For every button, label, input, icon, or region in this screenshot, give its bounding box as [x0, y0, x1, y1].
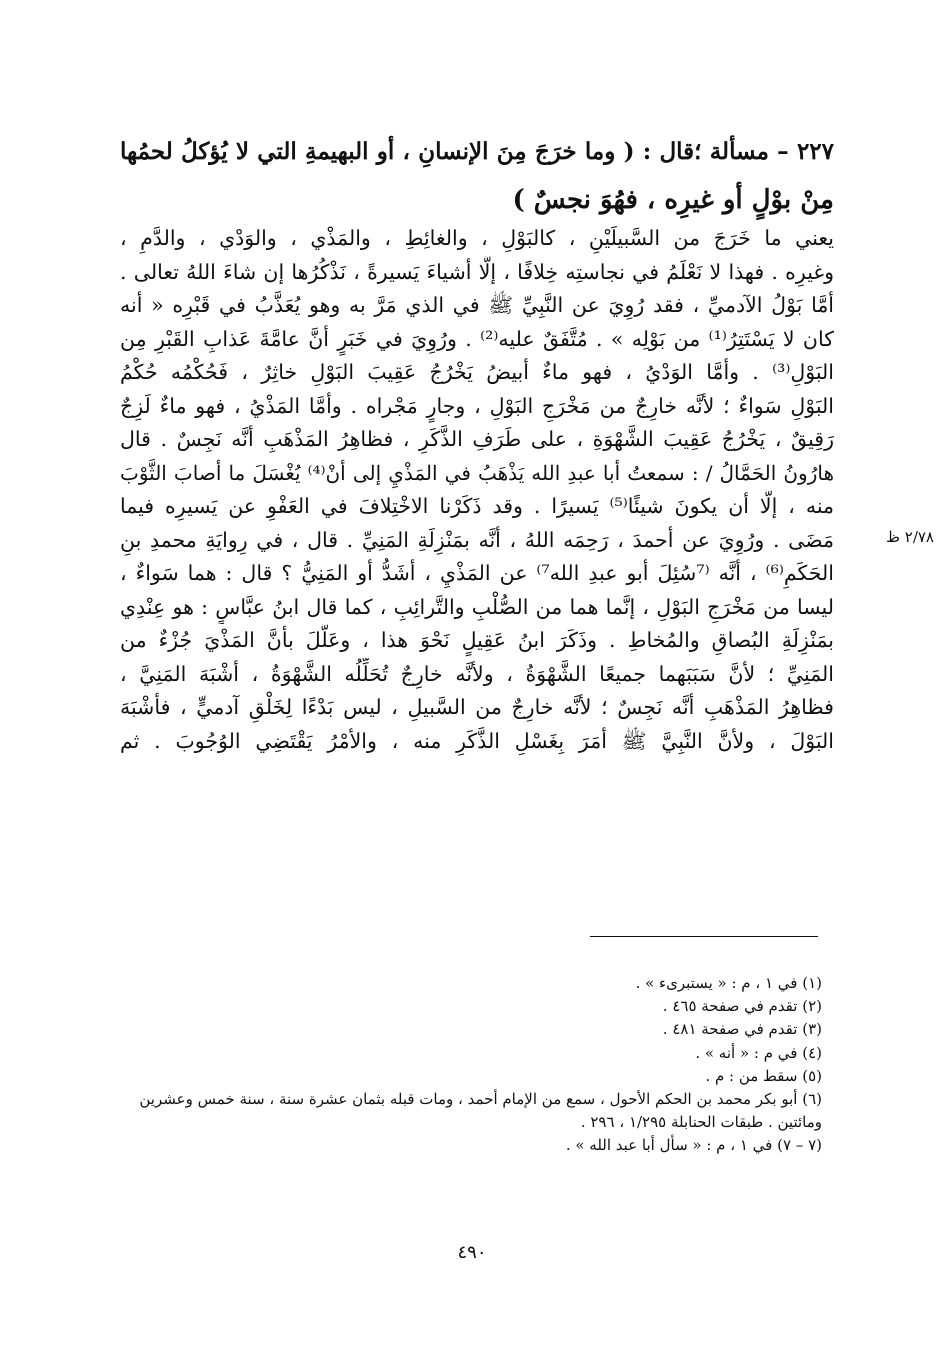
- footnote: (٧ – ٧) في ١ ، م : « سأل أبا عبد الله » .: [565, 1136, 822, 1155]
- manuscript-folio-note: ٢/٧٨ ظ: [886, 528, 934, 546]
- footnote: (٦) أبو بكر محمد بن الحكم الأحول ، سمع من الإمام أحمد ، ومات قبله بثمان عشرة سنة ، سنة خمس وعشرين: [139, 1090, 822, 1109]
- body-line: وغيرِه . فهذا لا نَعْلَمُ في نجاستِه خِلافًا ، إلَّا أشياءَ يَسيرةً ، نَذْكُرُها إن شاءَ اللهُ تعالى .: [120, 259, 834, 284]
- footnote: (٢) تقدم في صفحة ٤٦٥ .: [662, 997, 822, 1016]
- body-line: البَوْلِ⁽³⁾ . وأمَّا الوَدْيُ ، فهو ماءٌ أبيضُ يَخْرُجُ عَقِيبَ البَوْلِ خاثِرٌ ، فَحُكْمُه حُكْمُ: [120, 360, 834, 384]
- body-line: مَضَى . ورُوِيَ عن أحمدَ ، رَحِمَه اللهُ ، أنَّه بمَنْزِلَةِ المَنِيِّ . قال ، في رِوايَةِ محمدِ بنِ: [120, 527, 834, 552]
- page-number: ٤٩٠: [457, 1242, 487, 1263]
- footnote: (٣) تقدم في صفحة ٤٨١ .: [662, 1020, 822, 1039]
- body-line: ليسا من مَخْرَجِ البَوْلِ ، إنَّما هما من الصُّلْبِ والتَّرائِبِ ، كما قال ابنُ عبَّاسٍ : هو عِنْدِي: [120, 594, 834, 619]
- heading-text-1: – مسألة ؛قال : ( وما خرَجَ مِنَ الإنسانِ ، أو البهيمةِ التي لا يُؤكلُ لحمُها: [120, 138, 789, 165]
- body-line: يعني ما خَرَجَ من السَّبيلَيْنِ ، كالبَوْلِ ، والغائِطِ ، والمَذْي ، والوَدْي ، والدَّمِ ،: [120, 226, 834, 250]
- footnote: (٤) في م : « أنه » .: [695, 1043, 822, 1062]
- footnotes: [120, 972, 822, 1158]
- footnote-divider: [590, 936, 818, 937]
- body-line: منه ، إلَّا أن يكونَ شيئًا⁽⁵⁾ يَسيرًا . وقد ذَكَرْنا الاخْتِلافَ في العَفْوِ عن يَسيرِه فيما: [120, 494, 834, 518]
- issue-number: ٢٢٧: [796, 138, 834, 165]
- footnote-continuation: ومائتين . طبقات الحنابلة ١/٢٩٥ ، ٢٩٦ .: [580, 1113, 822, 1132]
- body-line: رَقِيقٌ ، يَخْرُجُ عَقِيبَ الشَّهْوَةِ ، على طَرَفِ الذَّكَرِ ، فظاهِرُ المَذْهَبِ أنَّه نَجِسٌ . قال: [120, 427, 834, 451]
- body-line: بمَنْزِلَةِ البُصاقِ والمُخاطِ . وذَكَرَ ابنُ عَقِيلٍ نَحْوَ هذا ، وعَلَّلَ بأنَّ المَذْيَ جُزْءٌ من: [120, 628, 834, 652]
- heading-line-1: [120, 128, 834, 176]
- body-line: البَوْلَ ، ولأنَّ النَّبِيَّ ﷺ أمَرَ بِغَسْلِ الذَّكَرِ منه ، والأمْرُ يَقْتَضِي الوُجُوبَ . ثم: [120, 728, 834, 753]
- issue-heading: [120, 128, 834, 224]
- body-line: المَنِيِّ ؛ لأنَّ سَبَبَهما جميعًا الشَّهْوَةُ ، ولأنَّه خارِجٌ تُحَلِّلُه الشَّهْوَةُ ، أشْبَهَ المَنِيَّ ،: [120, 661, 834, 686]
- body-line: الحَكَمِ⁽⁶⁾ ، أنَّه ⁽⁷سُئِلَ أبو عبدِ الله⁷⁾ عن المَذْيِ ، أشَدُّ أو المَنِيُّ ؟ قال : هما سَواءٌ ،: [120, 561, 834, 585]
- heading-line-2: مِنْ بوْلٍ أو غيرِه ، فهُوَ نجسٌ ): [512, 185, 834, 215]
- body-line: أمَّا بَوْلُ الآدميِّ ، فقد رُوِيَ عن النَّبِيِّ ﷺ في الذي مَرَّ به وهو يُعَذَّبُ في قَبْرِه « أنه: [120, 293, 834, 317]
- body-line: البَوْلِ سَواءٌ ؛ لأنَّه خارِجٌ من مَخْرَجِ البَوْلِ ، وجارٍ مَجْراه . وأمَّا المَذْيُ ، فهو ماءٌ لَزِجٌ: [120, 393, 834, 418]
- footnote: (٥) سقط من : م .: [705, 1066, 822, 1085]
- body-line: فظاهِرُ المَذْهَبِ أنَّه نَجِسٌ ؛ لأنَّه خارِجٌ من السَّبيلِ ، ليس بَدْءًا لِخَلْقِ آدميٍّ ، فأشْبَهَ: [120, 695, 834, 719]
- footnote: (١) في ١ ، م : « يستبرىء » .: [635, 974, 822, 992]
- body-line: هارُونُ الحَمَّالُ / : سمعتُ أبا عبدِ الله يَذْهَبُ في المَذْيِ إلى أنْ⁽⁴⁾ يُغْسَلَ ما أصابَ الثَّوْبَ: [120, 460, 834, 485]
- body-line: كان لا يَسْتَتِرُ⁽¹⁾ من بَوْلِه » . مُتَّفَقٌ عليه⁽²⁾ . ورُوِيَ في خَبَرٍ أنَّ عامَّةَ عَذابِ القَبْرِ مِن: [120, 326, 834, 351]
- body-text: [120, 222, 834, 758]
